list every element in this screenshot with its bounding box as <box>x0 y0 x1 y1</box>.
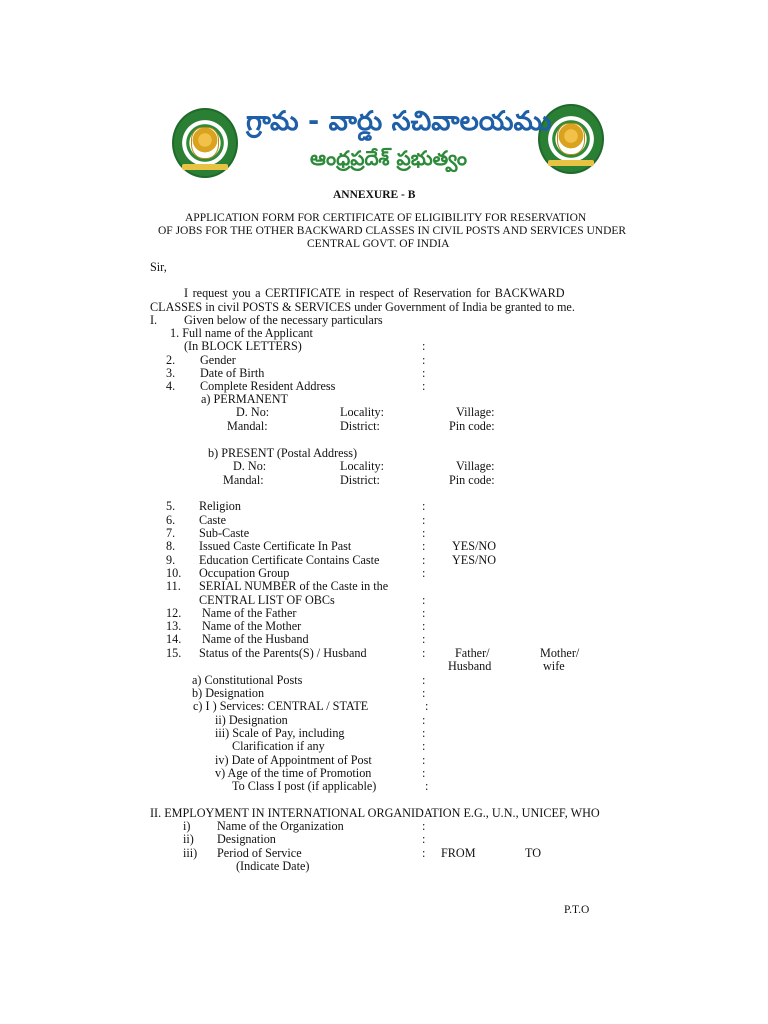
form-title-line1: APPLICATION FORM FOR CERTIFICATE OF ELIGIBILITY FOR RESERVATION <box>185 212 587 224</box>
field-husband-name-label: Name of the Husband <box>202 632 309 646</box>
request-line2: CLASSES in civil POSTS & SERVICES under Government of India be granted to me. <box>150 300 575 314</box>
colon: : <box>422 379 426 393</box>
colon: : <box>422 353 426 367</box>
form-title-line2: OF JOBS FOR THE OTHER BACKWARD CLASSES IN CIVIL POSTS AND SERVICES UNDER <box>158 225 627 237</box>
field-central-list-label: CENTRAL LIST OF OBCs <box>199 593 335 607</box>
option-mother-wife: Mother/ <box>540 646 580 660</box>
subfield-scale-of-pay-label: iii) Scale of Pay, including <box>215 726 345 740</box>
pto-label: P.T.O <box>564 904 590 916</box>
section1-number: I. <box>150 313 158 327</box>
colon: : <box>422 632 426 646</box>
field-caste-label: Caste <box>199 513 227 527</box>
field-education-cert-label: Education Certificate Contains Caste <box>199 553 380 567</box>
colon: : <box>422 539 426 553</box>
permanent-village-label: Village: <box>456 405 495 419</box>
present-dno-label: D. No: <box>233 459 267 473</box>
yes-no-option: YES/NO <box>452 539 497 553</box>
colon: : <box>422 713 426 727</box>
option-father-husband: Father/ <box>455 646 490 660</box>
option-father-husband: Husband <box>448 659 492 673</box>
field-number: 2. <box>166 353 176 367</box>
colon: : <box>422 526 426 540</box>
subfield-clarification-label: Clarification if any <box>232 739 325 753</box>
field-gender-label: Gender <box>200 353 236 367</box>
colon: : <box>422 606 426 620</box>
section2-title: II. EMPLOYMENT IN INTERNATIONAL ORGANIDATION E.G., U.N., UNICEF, WHO <box>150 806 600 820</box>
form-title-line3: CENTRAL GOVT. OF INDIA <box>307 238 450 250</box>
field-serial-number-label: SERIAL NUMBER of the Caste in the <box>199 579 389 593</box>
permanent-locality-label: Locality: <box>340 405 384 419</box>
present-locality-label: Locality: <box>340 459 384 473</box>
field-block-letters-note: (In BLOCK LETTERS) <box>184 339 302 353</box>
colon: : <box>422 832 426 846</box>
period-to-label: TO <box>525 846 542 860</box>
address-permanent-label: a) PERMANENT <box>201 392 288 406</box>
field-number: 15. <box>166 646 182 660</box>
permanent-district-label: District: <box>340 419 380 433</box>
field-religion-label: Religion <box>199 499 241 513</box>
colon: : <box>422 566 426 580</box>
field-number: 12. <box>166 606 182 620</box>
section2-period-of-service-label: Period of Service <box>217 846 302 860</box>
annexure-label: ANNEXURE - B <box>333 189 416 201</box>
colon: : <box>422 646 426 660</box>
colon: : <box>422 339 426 353</box>
field-number: 5. <box>166 499 176 513</box>
salutation: Sir, <box>150 260 167 274</box>
field-subcaste-label: Sub-Caste <box>199 526 250 540</box>
subfield-age-promotion-label: v) Age of the time of Promotion <box>215 766 372 780</box>
field-number: 7. <box>166 526 176 540</box>
section2-item-number: ii) <box>183 832 194 846</box>
colon: : <box>422 619 426 633</box>
subfield-constitutional-posts-label: a) Constitutional Posts <box>192 673 303 687</box>
field-number: 4. <box>166 379 176 393</box>
colon: : <box>422 499 426 513</box>
address-present-label: b) PRESENT (Postal Address) <box>208 446 358 460</box>
colon: : <box>422 686 426 700</box>
section2-designation-label: Designation <box>217 832 276 846</box>
colon: : <box>422 366 426 380</box>
field-status-parents-label: Status of the Parents(S) / Husband <box>199 646 367 660</box>
field-dob-label: Date of Birth <box>200 366 265 380</box>
section2-item-number: iii) <box>183 846 198 860</box>
colon: : <box>422 513 426 527</box>
present-village-label: Village: <box>456 459 495 473</box>
section2-indicate-date-note: (Indicate Date) <box>236 859 310 873</box>
field-number: 14. <box>166 632 182 646</box>
present-pincode-label: Pin code: <box>449 473 495 487</box>
section2-organization-label: Name of the Organization <box>217 819 344 833</box>
subfield-ii-designation-label: ii) Designation <box>215 713 288 727</box>
field-number: 3. <box>166 366 176 380</box>
field-address-label: Complete Resident Address <box>200 379 336 393</box>
request-line1: I request you a CERTIFICATE in respect of Reservation for BACKWARD <box>184 286 565 300</box>
permanent-mandal-label: Mandal: <box>227 419 268 433</box>
colon: : <box>422 553 426 567</box>
yes-no-option: YES/NO <box>452 553 497 567</box>
colon: : <box>422 819 426 833</box>
colon: : <box>422 726 426 740</box>
colon: : <box>422 766 426 780</box>
colon: : <box>422 846 426 860</box>
permanent-pincode-label: Pin code: <box>449 419 495 433</box>
present-mandal-label: Mandal: <box>223 473 264 487</box>
field-occupation-group-label: Occupation Group <box>199 566 290 580</box>
header-title-telugu: గ్రామ - వార్డు సచివాలయము <box>246 106 552 137</box>
permanent-dno-label: D. No: <box>236 405 270 419</box>
subfield-designation-label: b) Designation <box>192 686 265 700</box>
colon: : <box>425 699 429 713</box>
present-district-label: District: <box>340 473 380 487</box>
subfield-class-i-post-label: To Class I post (if applicable) <box>232 779 377 793</box>
field-father-name-label: Name of the Father <box>202 606 297 620</box>
colon: : <box>422 739 426 753</box>
subfield-services-label: c) I ) Services: CENTRAL / STATE <box>193 699 369 713</box>
field-full-name-label: 1. Full name of the Applicant <box>170 326 313 340</box>
period-from-label: FROM <box>441 846 476 860</box>
colon: : <box>422 753 426 767</box>
field-mother-name-label: Name of the Mother <box>202 619 302 633</box>
subfield-date-appointment-label: iv) Date of Appointment of Post <box>215 753 372 767</box>
field-number: 10. <box>166 566 182 580</box>
field-number: 8. <box>166 539 176 553</box>
section2-item-number: i) <box>183 819 191 833</box>
colon: : <box>422 673 426 687</box>
option-mother-wife: wife <box>543 659 565 673</box>
colon: : <box>425 779 429 793</box>
colon: : <box>422 593 426 607</box>
field-number: 13. <box>166 619 182 633</box>
field-issued-caste-cert-label: Issued Caste Certificate In Past <box>199 539 352 553</box>
field-number: 9. <box>166 553 176 567</box>
ap-govt-emblem-left <box>172 108 238 178</box>
section1-title: Given below of the necessary particulars <box>184 313 383 327</box>
header-subtitle-telugu: ఆంధ్రప్రదేశ్ ప్రభుత్వం <box>310 146 467 170</box>
field-number: 11. <box>166 579 181 593</box>
field-number: 6. <box>166 513 176 527</box>
